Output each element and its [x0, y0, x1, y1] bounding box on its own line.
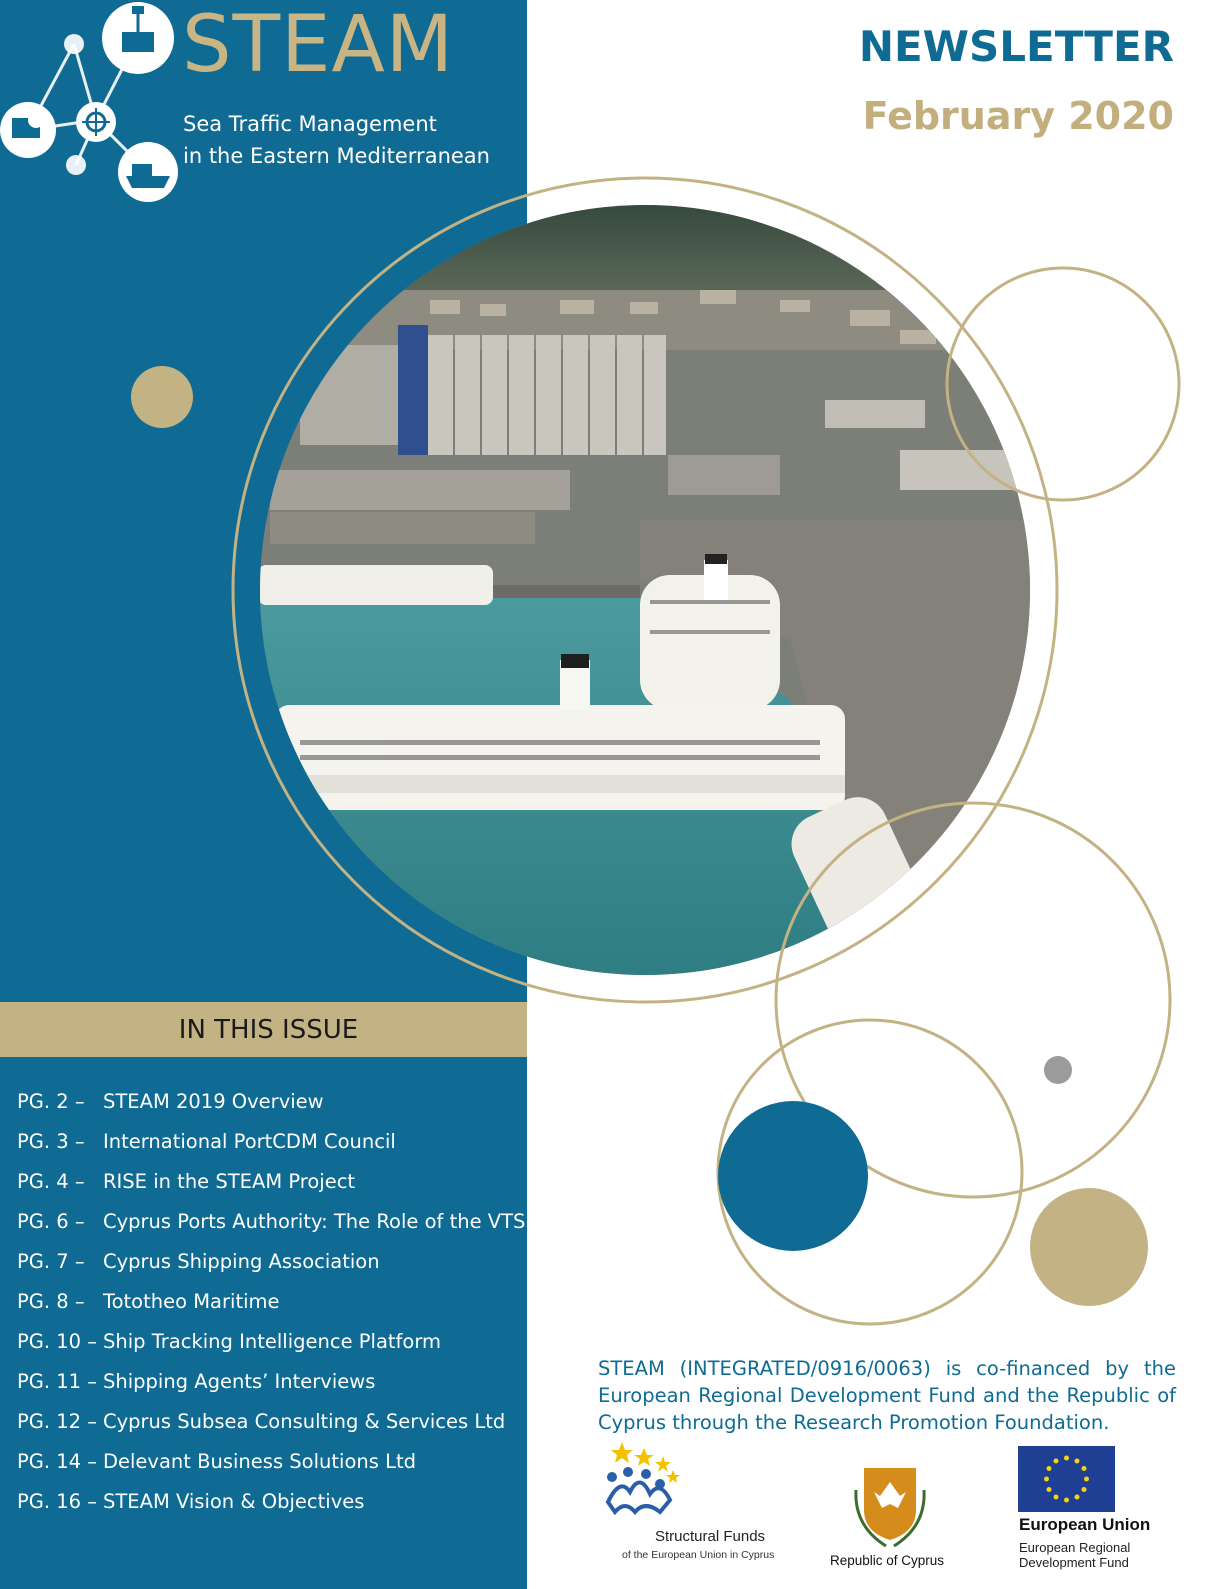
toc-page-number: PG. 11 –	[17, 1369, 98, 1393]
republic-of-cyprus-label: Republic of Cyprus	[830, 1553, 945, 1568]
eu-flag-icon	[1018, 1446, 1115, 1512]
structural-funds-sublabel: of the European Union in Cyprus	[622, 1549, 775, 1561]
toc-page-number: PG. 12 –	[17, 1409, 98, 1433]
eu-fund-label-line1: European Regional	[1019, 1540, 1131, 1555]
container-crane-icon	[102, 2, 174, 74]
funding-statement: STEAM (INTEGRATED/0916/0063) is co-financed by the European Regional Development Fund and the Republic of Cyprus through the Research Promotion Foundation.	[598, 1357, 1176, 1434]
table-of-contents	[17, 1081, 527, 1521]
newsletter-title: NEWSLETTER	[858, 22, 1174, 71]
toc-item[interactable]	[17, 1401, 527, 1441]
gold-dot-left	[131, 366, 193, 428]
toc-item[interactable]	[17, 1161, 527, 1201]
toc-title: Shipping Agents’ Interviews	[103, 1369, 376, 1393]
toc-item[interactable]	[17, 1081, 527, 1121]
toc-title: Cyprus Shipping Association	[103, 1249, 380, 1273]
toc-item[interactable]	[17, 1361, 527, 1401]
toc-title: Cyprus Ports Authority: The Role of the VTS	[103, 1209, 526, 1233]
issue-date: February 2020	[862, 94, 1174, 138]
toc-page-number: PG. 2 –	[17, 1089, 85, 1113]
cargo-ship-icon	[118, 142, 178, 202]
toc-item[interactable]	[17, 1441, 527, 1481]
toc-title: RISE in the STEAM Project	[103, 1169, 356, 1193]
in-this-issue-band	[0, 1002, 527, 1057]
toc-title: Delevant Business Solutions Ltd	[103, 1449, 416, 1473]
toc-page-number: PG. 8 –	[17, 1289, 85, 1313]
toc-item[interactable]	[17, 1481, 527, 1521]
ship-wheel-icon	[76, 102, 116, 142]
toc-title: Ship Tracking Intelligence Platform	[103, 1329, 442, 1353]
toc-page-number: PG. 4 –	[17, 1169, 85, 1193]
blue-dot	[718, 1101, 868, 1251]
toc-title: Cyprus Subsea Consulting & Services Ltd	[103, 1409, 506, 1433]
toc-title: Tototheo Maritime	[103, 1289, 280, 1313]
toc-item[interactable]	[17, 1241, 527, 1281]
gold-dot-bottom-right	[1030, 1188, 1148, 1306]
computer-chart-icon	[0, 102, 56, 158]
toc-page-number: PG. 7 –	[17, 1249, 85, 1273]
toc-item[interactable]	[17, 1321, 527, 1361]
toc-item[interactable]	[17, 1201, 527, 1241]
toc-page-number: PG. 10 –	[17, 1329, 98, 1353]
toc-page-number: PG. 3 –	[17, 1129, 85, 1153]
steam-logo-graphic	[0, 0, 190, 205]
gray-dot	[1044, 1056, 1072, 1084]
toc-title: International PortCDM Council	[103, 1129, 396, 1153]
logo-subtitle-line1: Sea Traffic Management	[183, 112, 437, 136]
toc-page-number: PG. 6 –	[17, 1209, 85, 1233]
eu-fund-label-line2: Development Fund	[1019, 1555, 1129, 1570]
in-this-issue-heading: IN THIS ISSUE	[178, 1014, 359, 1045]
logo-subtitle-line2: in the Eastern Mediterranean	[183, 144, 490, 168]
toc-page-number: PG. 14 –	[17, 1449, 98, 1473]
toc-item[interactable]	[17, 1121, 527, 1161]
european-union-label: European Union	[1019, 1515, 1151, 1534]
logo-title: STEAM	[182, 0, 455, 90]
structural-funds-label: Structural Funds	[655, 1528, 766, 1545]
toc-title: STEAM Vision & Objectives	[103, 1489, 365, 1513]
small-ring-top-right	[947, 268, 1179, 500]
cyprus-coat-of-arms-icon	[850, 1460, 930, 1550]
toc-page-number: PG. 16 –	[17, 1489, 98, 1513]
toc-item[interactable]	[17, 1281, 527, 1321]
toc-title: STEAM 2019 Overview	[103, 1089, 324, 1113]
port-photo	[255, 200, 1035, 993]
